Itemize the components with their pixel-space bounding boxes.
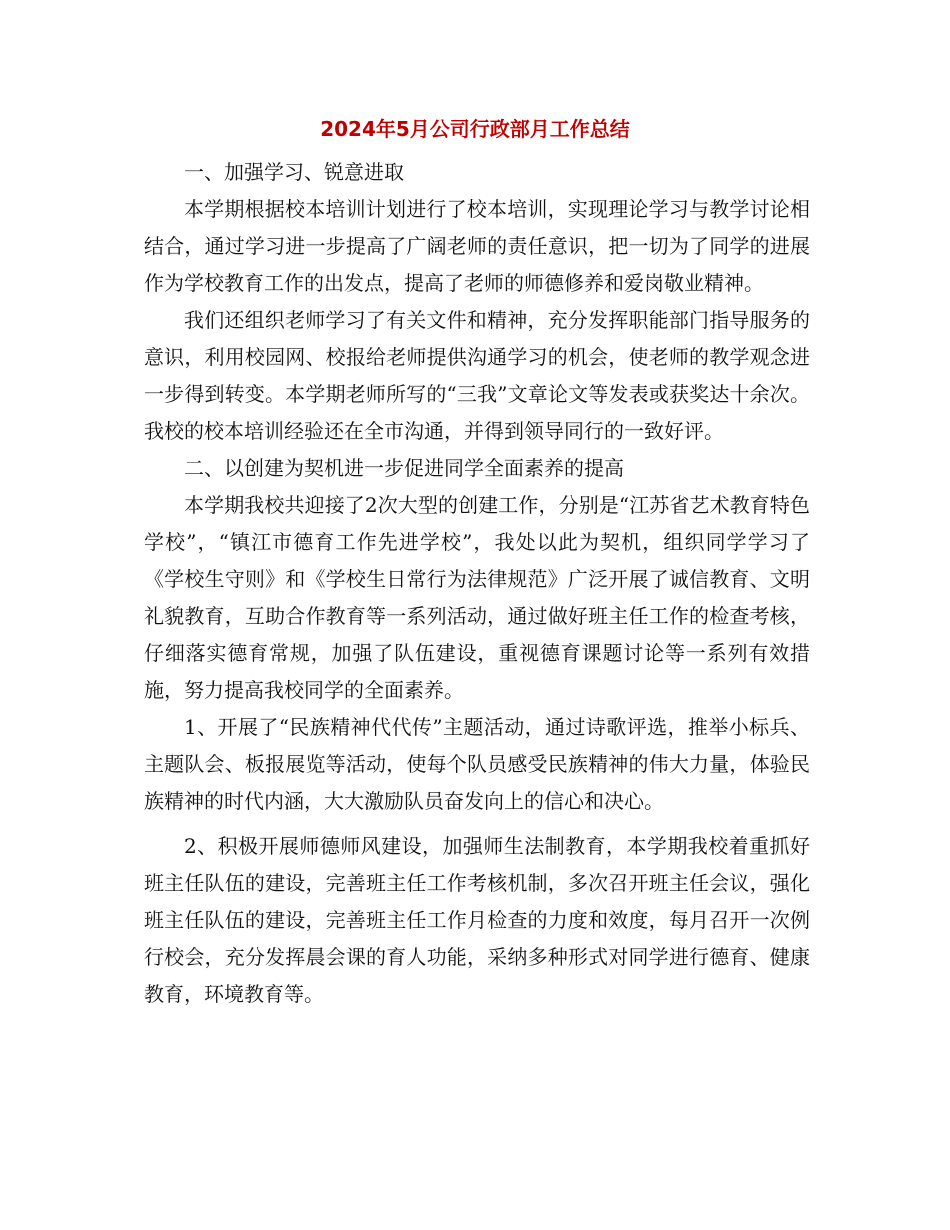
paragraph-3: 本学期我校共迎接了2次大型的创建工作，分别是“江苏省艺术教育特色学校”，“镇江市德育工作先进学校”，我处以此为契机，组织同学学习了《学校生守则》和《学校生日常行为法律规范》广泛开展了诚信教育、文明礼貌教育，互助合作教育等一系列活动，通过做好班主任工作的检查考核，仔细落实德育常规，加强了队伍建设，重视德育课题讨论等一系列有效措施，努力提高我校同学的全面素养。 xyxy=(144,493,810,702)
paragraph-2: 我们还组织老师学习了有关文件和精神，充分发挥职能部门指导服务的意识，利用校园网、校报给老师提供沟通学习的机会，使老师的教学观念进一步得到转变。本学期老师所写的“三我”文章论文等发表或获奖达十余次。我校的校本培训经验还在全市沟通，并得到领导同行的一致好评。 xyxy=(144,308,810,443)
document-body xyxy=(144,154,810,1013)
section-heading-2: 二、以创建为契机进一步促进同学全面素养的提高 xyxy=(184,456,624,480)
document-title: 2024年5月公司行政部月工作总结 xyxy=(320,117,630,141)
section-heading-1: 一、加强学习、锐意进取 xyxy=(184,160,404,184)
paragraph-4: 1、开展了“民族精神代代传”主题活动，通过诗歌评选，推举小标兵、主题队会、板报展览等活动，使每个队员感受民族精神的伟大力量，体验民族精神的时代内涵，大大激励队员奋发向上的信心和决心。 xyxy=(144,715,810,813)
paragraph-5: 2、积极开展师德师风建设，加强师生法制教育，本学期我校着重抓好班主任队伍的建设，完善班主任工作考核机制，多次召开班主任会议，强化班主任队伍的建设，完善班主任工作月检查的力度和效度，每月召开一次例行校会，充分发挥晨会课的育人功能，采纳多种形式对同学进行德育、健康教育，环境教育等。 xyxy=(144,834,810,1006)
paragraph-1: 本学期根据校本培训计划进行了校本培训，实现理论学习与教学讨论相结合，通过学习进一步提高了广阔老师的责任意识，把一切为了同学的进展作为学校教育工作的出发点，提高了老师的师德修养和爱岗敬业精神。 xyxy=(144,197,810,295)
